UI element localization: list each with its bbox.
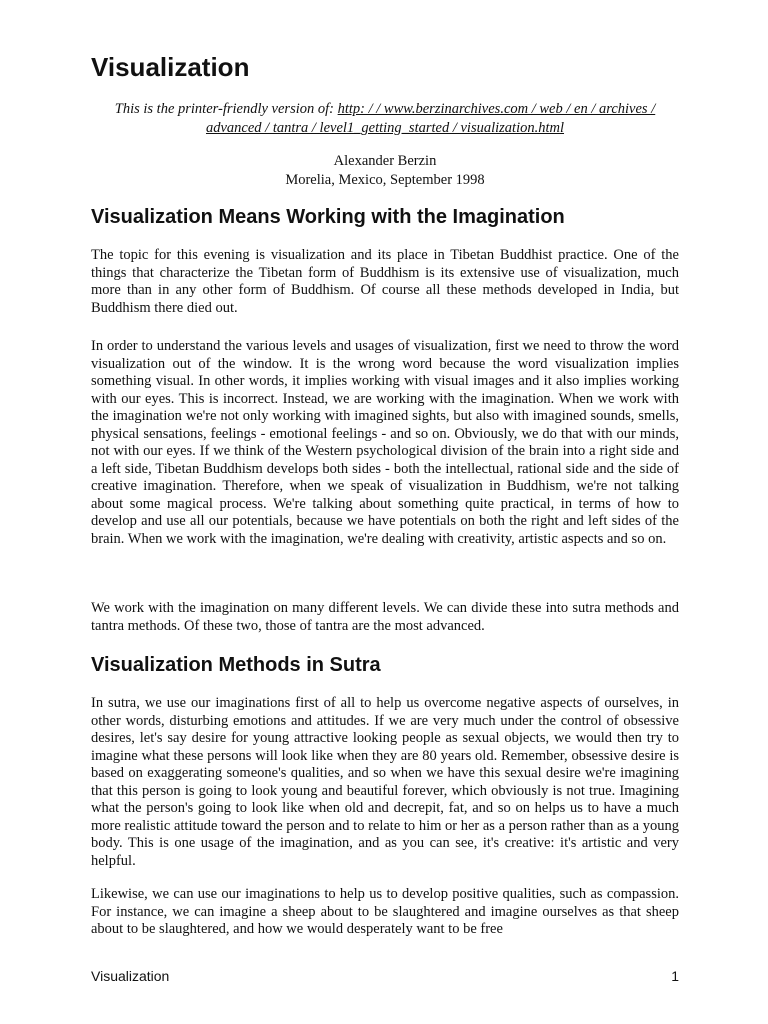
author-place-date: Morelia, Mexico, September 1998 <box>285 172 485 188</box>
author-name: Alexander Berzin <box>333 153 437 169</box>
section-heading: Visualization Methods in Sutra <box>91 654 381 676</box>
section-heading: Visualization Means Working with the Imagination <box>91 206 565 228</box>
source-url-line2: advanced / tantra / level1_getting_started / visualization.html <box>205 120 565 136</box>
printer-note-prefix: This is the printer-friendly version of: <box>114 101 338 117</box>
page-title: Visualization <box>91 52 250 82</box>
author-block <box>91 152 679 190</box>
page-number: 1 <box>671 968 679 984</box>
footer-label: Visualization <box>91 968 170 984</box>
printer-friendly-note <box>91 100 679 138</box>
source-url-line1: http: / / www.berzinarchives.com / web / en / archives / <box>337 101 656 117</box>
paragraph: Likewise, we can use our imaginations to help us to develop positive qualities, such as compassion. For instance, we can imagine a sheep about to be slaughtered and imagine ourselves as that sheep about to be slaughtered, and how we would desperately want to be free <box>91 886 679 937</box>
paragraph: The topic for this evening is visualization and its place in Tibetan Buddhist practice. One of the things that characterize the Tibetan form of Buddhism is its extensive use of visualization, much more than in any other form of Buddhism. Of course all these methods developed in India, but Buddhism there died out. <box>91 247 679 316</box>
paragraph: In sutra, we use our imaginations first of all to help us overcome negative aspects of ourselves, in other words, disturbing emotions and attitudes. If we are very much under the control of obsessive desires, let's say desire for young attractive looking people as sexual objects, we would then try to imagine what these persons will look like when they are 80 years old. Remember, obsessive desire is based on exaggerating someone's qualities, and so when we have this sexual desire we're imagining that this person is going to look young and beautiful forever, which obviously is not true. Imagining what the person's going to look like when old and decrepit, fat, and so on helps us to have a much more realistic attitude toward the person and to relate to him or her as a person rather than as a young body. This is one usage of the imagination, and as you can see, it's creative: it's artistic and very helpful. <box>91 695 679 869</box>
paragraph: We work with the imagination on many different levels. We can divide these into sutra methods and tantra methods. Of these two, those of tantra are the most advanced. <box>91 600 679 634</box>
page-footer <box>91 968 679 984</box>
paragraph: In order to understand the various levels and usages of visualization, first we need to throw the word visualization out of the window. It is the wrong word because the word visualization implies something visual. In other words, it implies working with visual images and it also implies working with our eyes. This is incorrect. Instead, we are working with the imagination. When we work with the imagination we're not only working with imagined sights, but also with imagined sounds, smells, physical sensations, feelings - emotional feelings - and so on. Obviously, we do that with our minds, not with our eyes. If we think of the Western psychological division of the brain into a right side and a left side, Tibetan Buddhism develops both sides - both the intellectual, rational side and the side of creative imagination. Therefore, when we speak of visualization in Buddhism, we're not talking about some magical process. We're talking about something quite practical, in terms of how to develop and use all our potentials, because we have potentials on both the right and left sides of the brain. When we work with the imagination, we're dealing with creativity, artistic aspects and so on. <box>91 338 679 547</box>
